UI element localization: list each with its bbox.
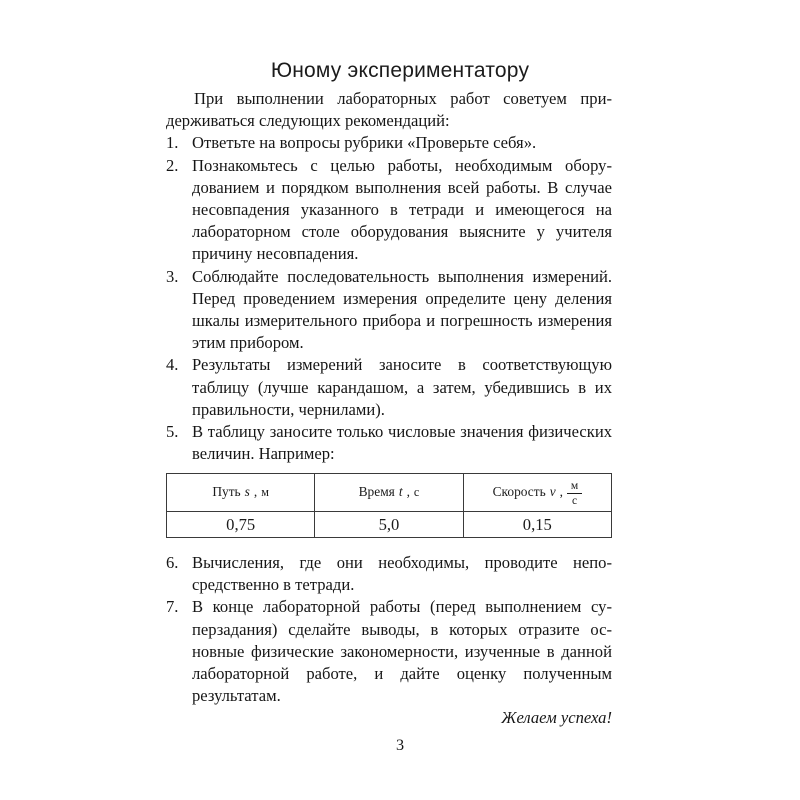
recommendations-list-bottom — [166, 552, 612, 707]
list-item-text: Результаты измерений заносите в соответствующую таблицу (лучше карандашом, а затем, убедившись в их правильности, чернилами). — [192, 355, 612, 419]
list-item-text: В таблицу заносите только числовые значения физических величин. Например: — [192, 422, 612, 464]
list-item — [166, 266, 612, 355]
body-text-block-lower — [166, 552, 612, 730]
header-quantity-label: Путь — [212, 484, 241, 500]
header-separator: , — [559, 484, 564, 500]
intro-paragraph: При выполнении лабораторных работ советуем придерживаться следующих рекомендаций: — [166, 89, 612, 131]
list-item-text: Соблюдайте последовательность выполнения измерений. Перед проведением измерения определите цену деления шкалы измерительного прибора и погрешность измерения этим прибором. — [192, 266, 612, 353]
list-item-number: 6. — [166, 553, 179, 572]
page-title: Юному экспериментатору — [270, 59, 530, 83]
list-item-number: 4. — [166, 355, 179, 375]
table-header-row — [167, 474, 612, 512]
page-number: 3 — [395, 736, 405, 754]
unit-fraction — [567, 480, 582, 506]
table-header-cell-time — [315, 474, 463, 512]
header-separator: , — [253, 484, 258, 500]
list-item-number: 5. — [166, 422, 179, 442]
table-header-cell-speed — [463, 474, 611, 512]
header-unit: с — [413, 484, 420, 499]
header-quantity-label: Скорость — [492, 484, 546, 500]
list-item — [166, 552, 612, 596]
table-cell-value: 0,75 — [167, 512, 315, 538]
body-text-block — [166, 88, 612, 465]
unit-numerator: м — [570, 479, 579, 493]
measurements-table — [166, 473, 612, 538]
list-item-text: В конце лабораторной работы (перед выполнением суперзадания) сделайте выводы, в которых отразите основные физические закономерности, изученные в данной лабораторной работе, и дайте оценку полученным результатам. — [192, 597, 612, 706]
table-cell-value: 0,15 — [463, 512, 611, 538]
header-symbol: s — [244, 484, 250, 500]
header-unit: м — [261, 484, 269, 499]
list-item-number: 7. — [166, 597, 179, 617]
list-item-number: 1. — [166, 133, 179, 153]
table-value-row — [167, 512, 612, 538]
list-item-number: 3. — [166, 266, 179, 286]
closing-line: Желаем успеха! — [501, 708, 612, 728]
list-item — [166, 354, 612, 421]
list-item-text: Познакомьтесь с целью работы, необходимым оборудованием и порядком выполнения всей работы. В случае несовпадения указанного в тетради и имеющегося на лабораторном столе оборудования выясните у учителя причину несовпадения. — [192, 155, 612, 264]
list-item — [166, 155, 612, 266]
list-item — [166, 421, 612, 465]
table-header-cell-path — [167, 474, 315, 512]
list-item — [166, 596, 612, 707]
example-table-container — [166, 473, 612, 538]
header-symbol: t — [398, 484, 403, 500]
unit-denominator: с — [571, 494, 578, 507]
list-item — [166, 132, 612, 154]
header-separator: , — [406, 484, 410, 500]
list-item-number: 2. — [166, 155, 179, 175]
recommendations-list-top — [166, 132, 612, 465]
list-item-text: Вычисления, где они необходимы, проводите непосредственно в тетради. — [192, 553, 612, 595]
list-item-text: Ответьте на вопросы рубрики «Проверьте себя». — [192, 133, 537, 153]
header-symbol: v — [549, 484, 556, 500]
table-cell-value: 5,0 — [315, 512, 463, 538]
header-quantity-label: Время — [358, 484, 395, 500]
